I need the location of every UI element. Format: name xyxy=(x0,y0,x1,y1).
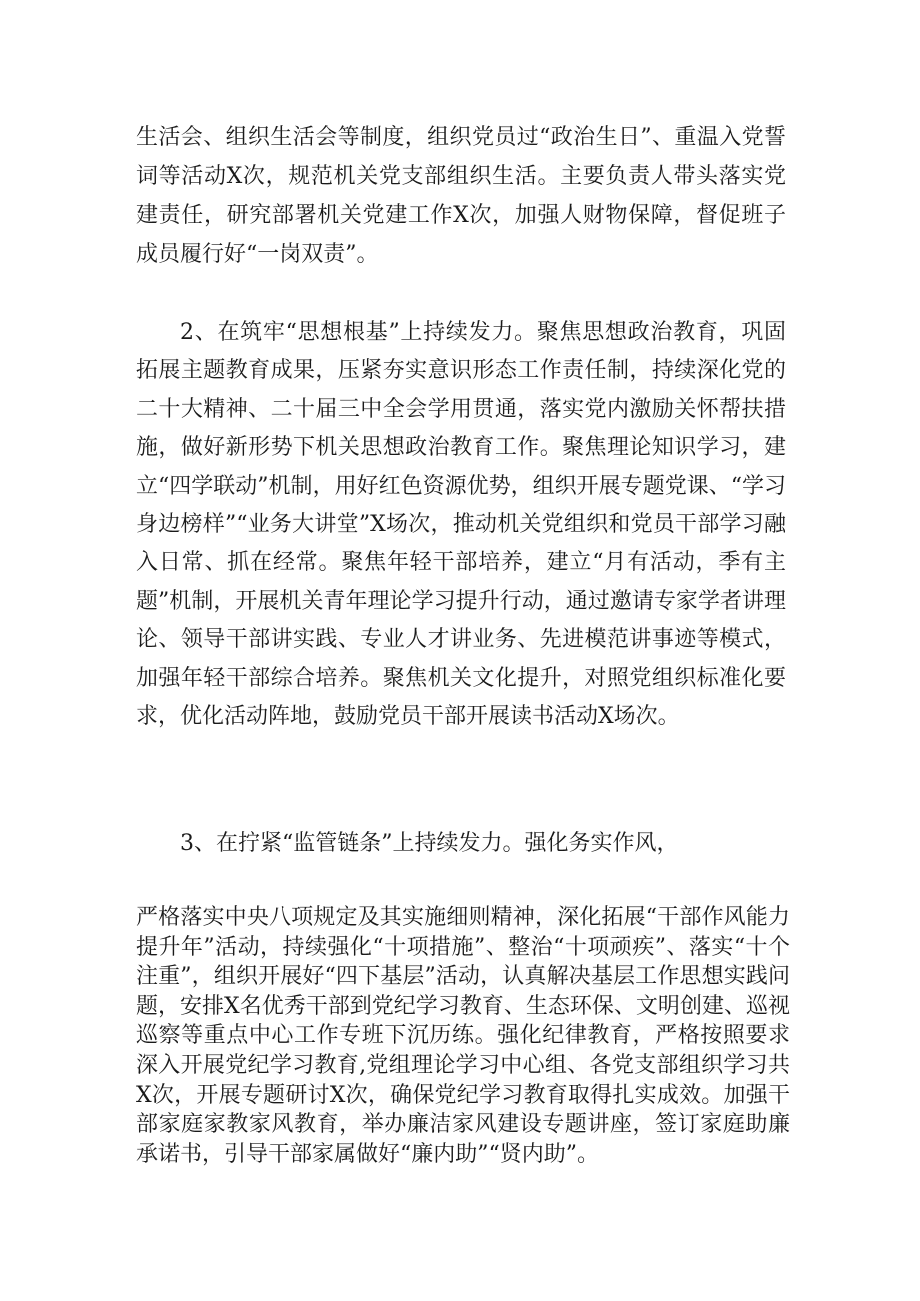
paragraph-supervision-heading: 3、在拧紧“监管链条”上持续发力。强化务实作风， xyxy=(180,831,679,856)
paragraph-ideological-foundation: 2、在筑牢“思想根基”上持续发力。聚焦思想政治教育，巩固拓展主题教育成果，压紧夯实意识形态工作责任制，持续深化党的二十大精神、二十届三中全会学用贯通，落实党内激励关怀帮扶措施，做好新形势下机关思想政治教育工作。聚焦理论知识学习，建立“四学联动”机制，用好红色资源优势，组织开展专题党课、“学习身边榜样”“业务大讲堂”X场次，推动机关党组织和党员干部学习融入日常、抓在经常。聚焦年轻干部培养，建立“月有活动，季有主题”机制，开展机关青年理论学习提升行动，通过邀请专家学者讲理论、领导干部讲实践、专业人才讲业务、先进模范讲事迹等模式，加强年轻干部综合培养。聚焦机关文化提升，对照党组织标准化要求，优化活动阵地，鼓励党员干部开展读书活动X场次。 xyxy=(136,320,786,730)
paragraph-supervision-body: 严格落实中央八项规定及其实施细则精神，深化拓展“干部作风能力提升年”活动，持续强化“十项措施”、整治“十项顽疾”、落实“十个注重”，组织开展好“四下基层”活动，认真解决基层工作思想实践问题，安排X名优秀干部到党纪学习教育、生态环保、文明创建、巡视巡察等重点中心工作专班下沉历练。强化纪律教育，严格按照要求深入开展党纪学习教育,党组理论学习中心组、各党支部组织学习共X次，开展专题研讨X次，确保党纪学习教育取得扎实成效。加强干部家庭家教家风教育，举办廉洁家风建设专题讲座，签订家庭助廉承诺书，引导干部家属做好“廉内助”“贤内助”。 xyxy=(136,905,791,1167)
paragraph-organization-life: 生活会、组织生活会等制度，组织党员过“政治生日”、重温入党誓词等活动X次，规范机关党支部组织生活。主要负责人带头落实党建责任，研究部署机关党建工作X次，加强人财物保障，督促班子成员履行好“一岗双责”。 xyxy=(136,125,786,267)
